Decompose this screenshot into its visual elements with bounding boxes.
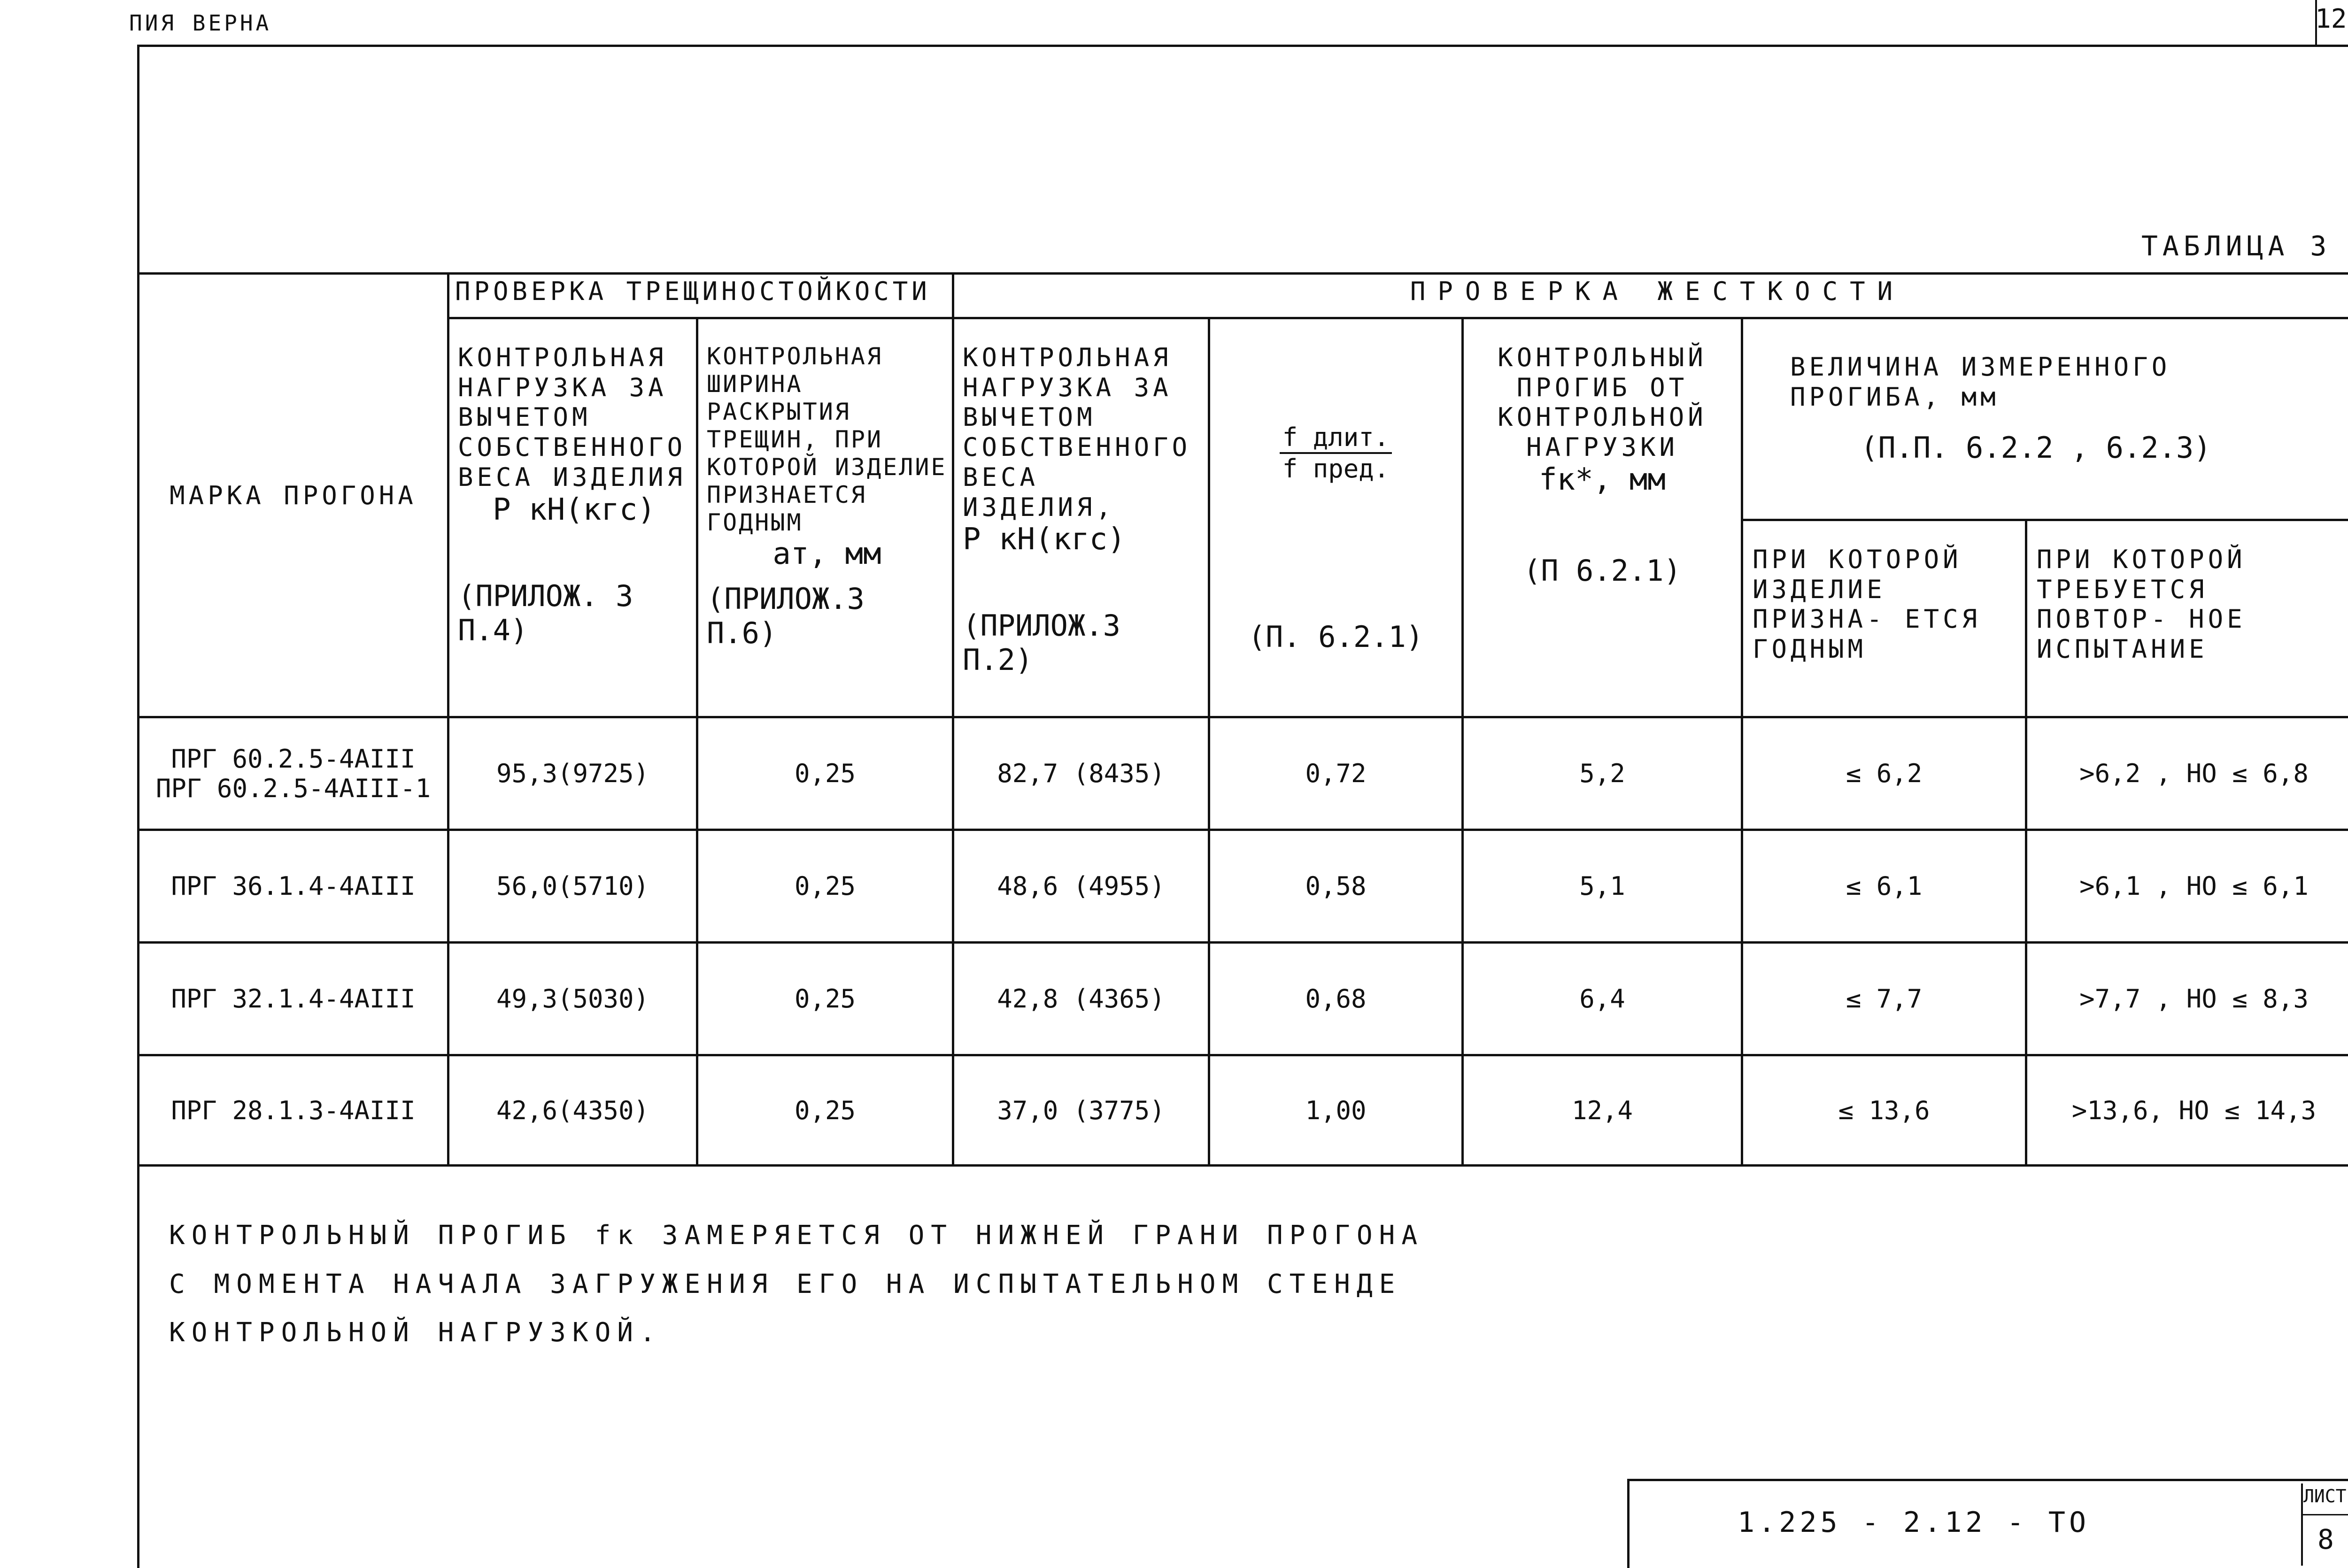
- cell-width: 0,25: [697, 830, 953, 943]
- col-header-load-crack-unit: Р кН(кгс): [458, 492, 690, 527]
- cell-width: 0,25: [697, 1055, 953, 1166]
- cell-load-crack: 49,3(5030): [448, 943, 697, 1055]
- group-header-crack-text: ПРОВЕРКА ТРЕЩИНОСТОЙКОСТИ: [455, 277, 931, 306]
- col-header-load-stiffness-ref: (ПРИЛОЖ.3 П.2): [963, 608, 1202, 677]
- col-header-ratio-den: f пред.: [1280, 454, 1392, 484]
- table-row: [139, 1055, 2348, 1166]
- col-header-ratio-num: f длит.: [1280, 423, 1392, 454]
- col-header-load-crack-text: КОНТРОЛЬНАЯ НАГРУЗКА ЗА ВЫЧЕТОМ СОБСТВЕННОГО ВЕСА ИЗДЕЛИЯ: [458, 343, 690, 492]
- corner-page-number: 12: [2315, 4, 2347, 34]
- col-header-width-text: КОНТРОЛЬНАЯ ШИРИНА РАСКРЫТИЯ ТРЕЩИН, ПРИ КОТОРОЙ ИЗДЕЛИЕ ПРИЗНАЕТСЯ ГОДНЫМ: [707, 343, 947, 537]
- col-header-measured-ref: (П.П. 6.2.2 , 6.2.3): [1790, 430, 2348, 465]
- cell-deflection: 6,4: [1463, 943, 1742, 1055]
- col-header-measured-retest: [2026, 520, 2348, 717]
- cell-measured-retest: >13,6, НО ≤ 14,3: [2026, 1055, 2348, 1166]
- col-header-deflection: [1463, 318, 1742, 717]
- cell-mark: ПРГ 36.1.4-4АIII: [139, 830, 448, 943]
- cell-ratio: 0,72: [1209, 717, 1463, 830]
- cell-load-crack: 95,3(9725): [448, 717, 697, 830]
- table-title: ТАБЛИЦА 3: [2141, 230, 2331, 262]
- cell-mark: ПРГ 32.1.4-4АIII: [139, 943, 448, 1055]
- col-header-width: [697, 318, 953, 717]
- footer-note-line1: КОНТРОЛЬНЫЙ ПРОГИБ fк ЗАМЕРЯЕТСЯ ОТ НИЖНЕЙ ГРАНИ ПРОГОНА: [169, 1211, 1719, 1260]
- cell-ratio: 0,68: [1209, 943, 1463, 1055]
- col-header-deflection-unit: fк*, мм: [1468, 462, 1737, 497]
- cell-measured-ok: ≤ 13,6: [1742, 1055, 2026, 1166]
- cell-mark-line2: ПРГ 60.2.5-4АIII-1: [139, 774, 447, 803]
- sheet-divider: [2301, 1514, 2348, 1515]
- cell-mark: ПРГ 28.1.3-4АIII: [139, 1055, 448, 1166]
- col-header-load-crack: [448, 318, 697, 717]
- cell-width: 0,25: [697, 717, 953, 830]
- cell-measured-retest: >6,2 , НО ≤ 6,8: [2026, 717, 2348, 830]
- cell-measured-retest: >6,1 , НО ≤ 6,1: [2026, 830, 2348, 943]
- cell-load-stiffness: 82,7 (8435): [953, 717, 1209, 830]
- col-header-ratio: [1209, 318, 1463, 717]
- cell-ratio: 1,00: [1209, 1055, 1463, 1166]
- col-header-mark-text: МАРКА ПРОГОНА: [170, 481, 417, 510]
- col-header-load-stiffness-text: КОНТРОЛЬНАЯ НАГРУЗКА ЗА ВЫЧЕТОМ СОБСТВЕННОГО ВЕСА ИЗДЕЛИЯ,: [963, 343, 1202, 522]
- cell-deflection: 12,4: [1463, 1055, 1742, 1166]
- cell-mark-line1: ПРГ 60.2.5-4АIII: [139, 744, 447, 774]
- footer-note-line2: С МОМЕНТА НАЧАЛА ЗАГРУЖЕНИЯ ЕГО НА ИСПЫТАТЕЛЬНОМ СТЕНДЕ: [169, 1260, 1719, 1309]
- cell-measured-retest: >7,7 , НО ≤ 8,3: [2026, 943, 2348, 1055]
- col-header-width-ref: (ПРИЛОЖ.3 П.6): [707, 582, 947, 650]
- cell-load-stiffness: 42,8 (4365): [953, 943, 1209, 1055]
- group-header-stiffness: [953, 274, 2348, 318]
- cell-mark: [139, 717, 448, 830]
- top-note: ПИЯ ВЕРНА: [129, 10, 271, 36]
- document-code: 1.225 - 2.12 - ТО: [1738, 1506, 2090, 1539]
- inspection-table: [137, 272, 2348, 1167]
- col-header-mark: [139, 274, 448, 717]
- cell-measured-ok: ≤ 6,2: [1742, 717, 2026, 830]
- cell-measured-ok: ≤ 6,1: [1742, 830, 2026, 943]
- cell-deflection: 5,1: [1463, 830, 1742, 943]
- cell-measured-ok: ≤ 7,7: [1742, 943, 2026, 1055]
- col-header-measured: [1742, 318, 2348, 520]
- footer-note: [169, 1211, 1719, 1357]
- cell-load-stiffness: 48,6 (4955): [953, 830, 1209, 943]
- col-header-measured-retest-text: ПРИ КОТОРОЙ ТРЕБУЕТСЯ ПОВТОР- НОЕ ИСПЫТАНИЕ: [2037, 545, 2348, 664]
- col-header-measured-ok-text: ПРИ КОТОРОЙ ИЗДЕЛИЕ ПРИЗНА- ЕТСЯ ГОДНЫМ: [1753, 545, 2020, 664]
- table-row: [139, 717, 2348, 830]
- table-row: [139, 830, 2348, 943]
- group-header-stiffness-text: ПРОВЕРКА ЖЕСТКОСТИ: [1410, 277, 1905, 306]
- group-header-crack: [448, 274, 953, 318]
- col-header-measured-ok: [1742, 520, 2026, 717]
- col-header-load-stiffness: [953, 318, 1209, 717]
- cell-load-stiffness: 37,0 (3775): [953, 1055, 1209, 1166]
- footer-note-line3: КОНТРОЛЬНОЙ НАГРУЗКОЙ.: [169, 1308, 1719, 1357]
- cell-load-crack: 42,6(4350): [448, 1055, 697, 1166]
- col-header-deflection-text: КОНТРОЛЬНЫЙ ПРОГИБ ОТ КОНТРОЛЬНОЙ НАГРУЗКИ: [1468, 343, 1737, 462]
- col-header-measured-text: ВЕЛИЧИНА ИЗМЕРЕННОГО ПРОГИБА, мм: [1790, 352, 2283, 412]
- table-row: [139, 943, 2348, 1055]
- cell-load-crack: 56,0(5710): [448, 830, 697, 943]
- col-header-width-unit: ат, мм: [707, 537, 947, 571]
- col-header-ratio-ref: (П. 6.2.1): [1214, 620, 1458, 654]
- sheet-label: ЛИСТ: [2303, 1486, 2347, 1507]
- sheet-number: 8: [2317, 1523, 2334, 1555]
- cell-width: 0,25: [697, 943, 953, 1055]
- cell-deflection: 5,2: [1463, 717, 1742, 830]
- col-header-load-crack-ref: (ПРИЛОЖ. 3 П.4): [458, 579, 690, 647]
- col-header-load-stiffness-unit: Р кН(кгс): [963, 522, 1202, 557]
- col-header-deflection-ref: (П 6.2.1): [1468, 553, 1737, 588]
- cell-ratio: 0,58: [1209, 830, 1463, 943]
